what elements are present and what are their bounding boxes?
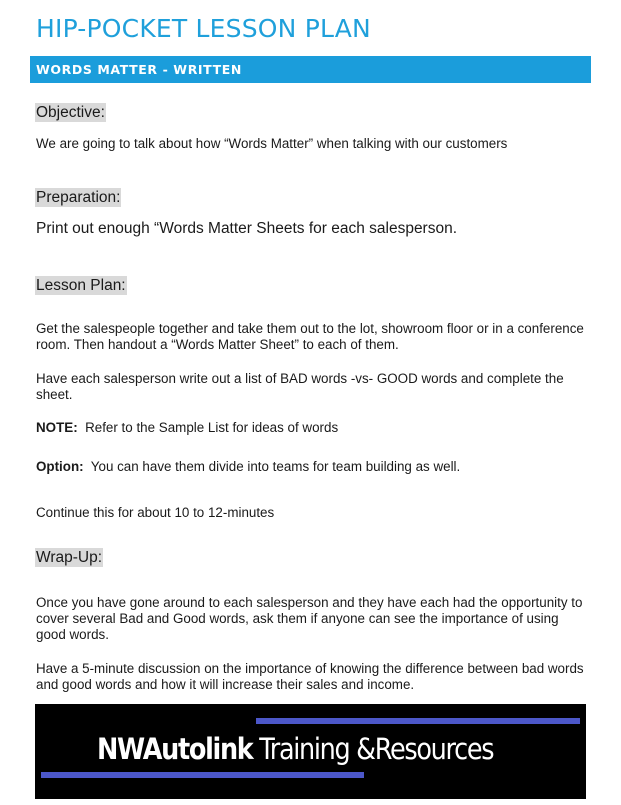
preparation-text: Print out enough “Words Matter Sheets for each salesperson. (36, 220, 458, 237)
continue-line: Continue this for about 10 to 12-minutes (36, 505, 275, 520)
section-banner (30, 56, 591, 83)
lesson-paragraph-2: Have each salesperson write out a list of BAD words -vs- GOOD words and complete the sheet. (36, 371, 564, 402)
logo-wordmark (97, 732, 493, 766)
note-text: Refer to the Sample List for ideas of words (77, 420, 339, 435)
objective-heading: Objective: (36, 104, 105, 121)
objective-text: We are going to talk about how “Words Matter” when talking with our customers (36, 136, 508, 151)
brand-logo (35, 704, 586, 799)
logo-accent-line-bottom (41, 772, 364, 778)
option-line (36, 459, 586, 475)
preparation-heading: Preparation: (36, 189, 121, 206)
document-title: HIP-POCKET LESSON PLAN (36, 14, 371, 43)
logo-tagline: Training &Resources (252, 732, 494, 766)
lesson-paragraph-1: Get the salespeople together and take them out to the lot, showroom floor or in a conference room. Then handout a “Words Matter Sheet” to each of them. (36, 321, 584, 352)
banner-label: WORDS MATTER - WRITTEN (36, 62, 242, 77)
option-label: Option: (36, 459, 84, 474)
note-label: NOTE: (36, 420, 78, 435)
wrap-up-paragraph-2: Have a 5-minute discussion on the importance of knowing the difference between bad words and good words and how it will increase their sales and income. (36, 661, 584, 692)
note-line (36, 420, 586, 436)
wrap-up-heading: Wrap-Up: (36, 549, 103, 566)
lesson-plan-heading: Lesson Plan: (36, 277, 126, 294)
logo-brand-name: NWAutolink (97, 732, 253, 766)
logo-accent-line-top (256, 718, 580, 724)
wrap-up-paragraph-1: Once you have gone around to each salesperson and they have each had the opportunity to cover several Bad and Good words, ask them if anyone can see the importance of using good words. (36, 595, 583, 642)
option-text: You can have them divide into teams for team building as well. (83, 459, 461, 474)
